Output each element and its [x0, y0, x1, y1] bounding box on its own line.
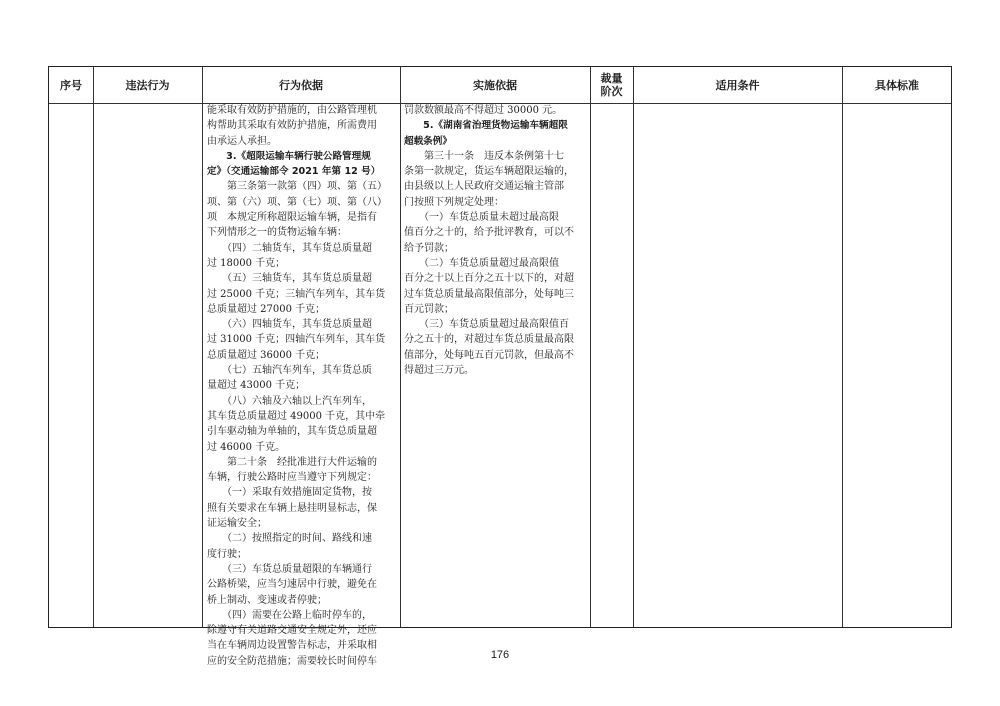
- text-line: 度行驶；: [207, 548, 247, 560]
- header-seq: 序号: [60, 78, 82, 92]
- text-line: 得超过三万元。: [404, 365, 474, 377]
- text-line: 5.《湖南省治理货物运输车辆超限: [404, 120, 568, 132]
- text-line: 定》（交通运输部令 2021 年第 12 号）: [207, 166, 381, 178]
- header-standards: 具体标准: [875, 78, 919, 92]
- column-divider: [93, 67, 94, 627]
- text-line: 第三十一条 违反本条例第十七: [404, 150, 564, 162]
- text-line: （四）二轴货车，其车货总质量超: [207, 242, 372, 254]
- text-line: 桥上制动、变速或者停驶；: [207, 594, 327, 606]
- text-line: 门按照下列规定处理：: [404, 196, 504, 208]
- text-line: （七）五轴汽车列车，其车货总质: [207, 365, 372, 377]
- implementation-cell: [404, 103, 588, 378]
- text-line: 超载条例》: [404, 135, 452, 147]
- text-line: 过车货总质量最高限值部分，处每吨三: [404, 288, 574, 300]
- text-line: 其车货总质量超过 49000 千克，其中牵: [207, 410, 386, 422]
- text-line: 3.《超限运输车辆行驶公路管理规: [207, 150, 371, 162]
- text-line: 分之五十的，对超过车货总质量最高限: [404, 334, 574, 346]
- header-discretion: [590, 67, 633, 103]
- text-line: （一）采取有效措施固定货物，按: [207, 487, 372, 499]
- text-line: 值百分之十的，给予批评教育，可以不: [404, 227, 574, 239]
- text-line: 总质量超过 27000 千克；: [207, 303, 326, 315]
- column-divider: [590, 67, 591, 627]
- text-line: 条第一款规定，货运车辆超限运输的，: [404, 166, 574, 178]
- text-line: 过 25000 千克；三轴汽车列车，其车货: [207, 288, 386, 300]
- basis-cell: [207, 103, 397, 669]
- text-line: 车辆，行驶公路时应当遵守下列规定：: [207, 472, 377, 484]
- text-line: （一）车货总质量未超过最高限: [404, 212, 559, 224]
- text-line: 由县级以上人民政府交通运输主管部: [404, 181, 564, 193]
- header-implementation: 实施依据: [473, 78, 517, 92]
- text-line: 下列情形之一的货物运输车辆：: [207, 227, 347, 239]
- text-line: 第二十条 经批准进行大件运输的: [207, 456, 377, 468]
- text-line: （二）按照指定的时间、路线和速: [207, 533, 372, 545]
- text-line: 除遵守有关道路交通安全规定外，还应: [207, 625, 377, 637]
- text-line: 当在车辆周边设置警告标志，并采取相: [207, 640, 377, 652]
- header-discretion-line1: 裁量: [600, 72, 623, 85]
- page-number: 176: [490, 649, 510, 661]
- text-line: 罚款数额最高不得超过 30000 元。: [404, 105, 563, 116]
- text-line: （二）车货总质量超过最高限值: [404, 257, 559, 269]
- text-line: 过 46000 千克。: [207, 441, 286, 453]
- column-divider: [633, 67, 634, 627]
- text-line: （六）四轴货车，其车货总质量超: [207, 319, 372, 331]
- text-line: 公路桥梁，应当匀速居中行驶，避免在: [207, 579, 377, 591]
- header-basis: 行为依据: [279, 78, 323, 92]
- column-divider: [400, 67, 401, 627]
- text-line: （五）三轴货车，其车货总质量超: [207, 273, 372, 285]
- text-line: 由承运人承担。: [207, 135, 277, 147]
- text-line: （四）需要在公路上临时停车的，: [207, 609, 372, 621]
- text-line: 给予罚款；: [404, 242, 454, 254]
- text-line: 项、第（六）项、第（七）项、第（八）: [207, 196, 387, 208]
- text-line: 值部分，处每吨五百元罚款，但最高不: [404, 349, 574, 361]
- text-line: （八）六轴及六轴以上汽车列车，: [207, 395, 372, 407]
- header-violation: 违法行为: [125, 78, 170, 92]
- text-line: 引车驱动轴为单轴的，其车货总质量超: [207, 426, 377, 438]
- text-line: 证运输安全；: [207, 518, 267, 530]
- text-line: 百分之十以上百分之五十以下的，对超: [404, 273, 574, 285]
- header-conditions: 适用条件: [715, 78, 760, 92]
- column-divider: [202, 67, 203, 627]
- text-line: 项 本规定所称超限运输车辆，是指有: [207, 212, 377, 224]
- text-line: 过 18000 千克；: [207, 257, 286, 269]
- header-discretion-line2: 阶次: [600, 85, 623, 98]
- text-line: 量超过 43000 千克；: [207, 380, 306, 392]
- text-line: 总质量超过 36000 千克；: [207, 349, 326, 361]
- text-line: 构帮助其采取有效防护措施，所需费用: [207, 120, 377, 132]
- text-line: 过 31000 千克；四轴汽车列车，其车货: [207, 334, 386, 346]
- text-line: （三）车货总质量超限的车辆通行: [207, 563, 372, 575]
- column-divider: [842, 67, 843, 627]
- text-line: 照有关要求在车辆上悬挂明显标志，保: [207, 502, 377, 514]
- text-line: 百元罚款；: [404, 303, 454, 315]
- text-line: 应的安全防范措施；需要较长时间停车: [207, 655, 377, 667]
- text-line: 能采取有效防护措施的，由公路管理机: [207, 105, 377, 116]
- text-line: （三）车货总质量超过最高限值百: [404, 319, 569, 331]
- text-line: 第三条第一款第（四）项、第（五）: [207, 181, 387, 193]
